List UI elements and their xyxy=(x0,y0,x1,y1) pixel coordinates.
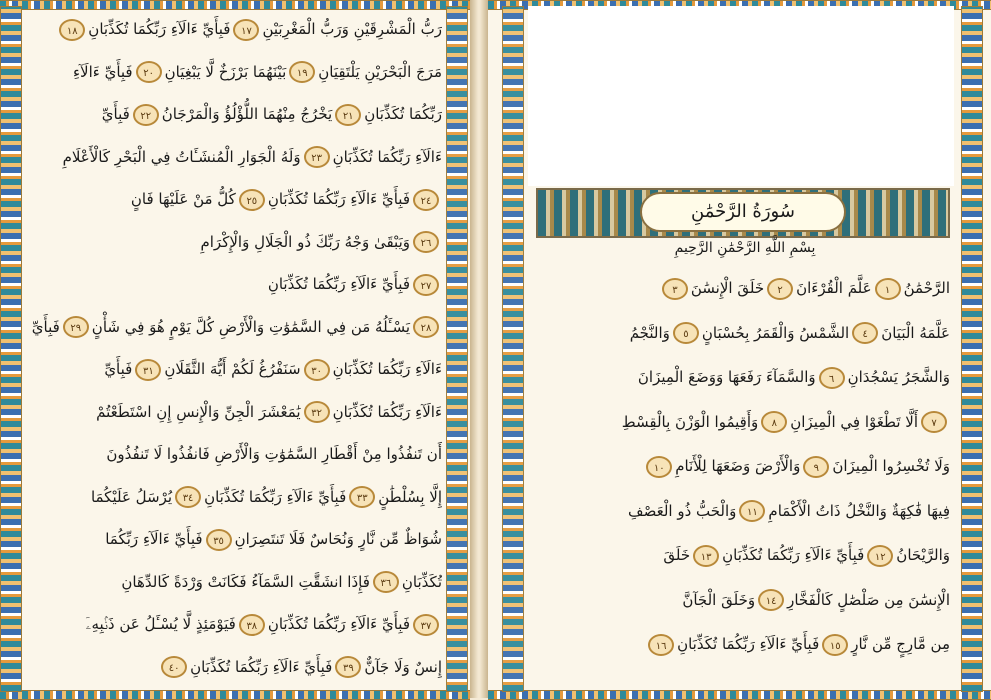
verse-text: رَبِّكُمَا تُكَذِّبَانِ xyxy=(364,105,442,123)
verse-line xyxy=(26,391,442,434)
verse-text: شُوَاظٌ مِّن نَّارٍ وَنُحَاسٌ فَلَا تَنتَصِرَانِ xyxy=(234,530,442,548)
verse-line xyxy=(26,603,442,646)
verse-line xyxy=(536,311,950,356)
verse-text: فَبِأَيِّ ءَالَآءِ رَبِّكُمَا تُكَذِّبَانِ xyxy=(722,546,865,564)
verse-line xyxy=(536,444,950,489)
ayah-marker: ٣٠ xyxy=(304,359,330,381)
verse-text: بَيْنَهُمَا بَرْزَخٌ لَّا يَبْغِيَانِ xyxy=(164,62,287,81)
verse-line xyxy=(26,476,442,519)
ayah-marker: ٢٦ xyxy=(413,231,439,253)
ayah-marker: ٣٩ xyxy=(335,656,361,678)
verse-line xyxy=(536,355,950,400)
verse-text: إِلَّا بِسُلْطَٰنٍ xyxy=(378,487,442,506)
verse-line xyxy=(536,400,950,445)
surah-title: سُورَةُ الرَّحْمَٰنِ xyxy=(640,192,846,232)
verse-text: وَالشَّجَرُ يَسْجُدَانِ xyxy=(847,368,950,386)
verse-text: وَالرَّيْحَانُ xyxy=(896,546,950,564)
ayah-marker: ٥ xyxy=(673,322,699,344)
verse-line xyxy=(26,136,442,179)
verse-text: فَبِأَيِّ ءَالَآءِ رَبِّكُمَا xyxy=(105,530,203,548)
ayah-marker: ٧ xyxy=(921,411,947,433)
ayah-marker: ٢٠ xyxy=(136,61,162,83)
verse-line xyxy=(26,646,442,689)
verse-text: خَلَقَ xyxy=(663,546,691,564)
ayah-marker: ٨ xyxy=(761,411,787,433)
verse-text: يُرْسَلُ عَلَيْكُمَا xyxy=(90,487,173,506)
verse-line xyxy=(26,348,442,391)
verse-text: يَخْرُجُ مِنْهُمَا اللُّؤْلُؤُ وَالْمَرْجَانُ xyxy=(161,105,333,123)
verse-text: فَبِأَيِّ xyxy=(31,317,60,336)
ayah-marker: ٣٧ xyxy=(413,614,439,636)
left-page-inner-border xyxy=(446,6,468,692)
ayah-marker: ٢٥ xyxy=(239,189,265,211)
verse-text: فَبِأَيِّ ءَالَآءِ رَبِّكُمَا تُكَذِّبَانِ xyxy=(267,275,410,293)
left-page-outer-border xyxy=(0,6,22,692)
verse-text: مِن مَّارِجٍ مِّن نَّارٍ xyxy=(851,635,950,653)
verse-text: وَالْحَبُّ ذُو الْعَصْفِ xyxy=(628,501,737,520)
verse-text: فِيهَا فَٰكِهَةٌ وَالنَّخْلُ ذَاتُ الْأَكْمَامِ xyxy=(768,501,950,520)
ayah-marker: ٦ xyxy=(819,367,845,389)
verse-text: الْإِنسَٰنَ مِن صَلْصَٰلٍ كَالْفَخَّارِ xyxy=(787,590,950,609)
ayah-marker: ٢٩ xyxy=(63,316,89,338)
verse-text: أَلَّا تَطْغَوْا فِي الْمِيزَانِ xyxy=(790,412,918,431)
left-page-text xyxy=(26,8,442,688)
verse-text: وَيَبْقَىٰ وَجْهُ رَبِّكَ ذُو الْجَلَالِ وَالْإِكْرَامِ xyxy=(200,232,410,251)
verse-line xyxy=(26,561,442,604)
basmala: بِسْمِ اللَّهِ الرَّحْمَٰنِ الرَّحِيمِ xyxy=(674,240,816,256)
verse-text: رَبُّ الْمَشْرِقَيْنِ وَرَبُّ الْمَغْرِبَيْنِ xyxy=(262,20,442,38)
verse-line xyxy=(536,533,950,578)
left-page-bottom-border xyxy=(0,690,470,700)
ayah-marker: ١٢ xyxy=(867,545,893,567)
ayah-marker: ٢٨ xyxy=(413,316,439,338)
ayah-marker: ١٩ xyxy=(289,61,315,83)
right-page-text xyxy=(536,266,950,667)
ayah-marker: ٣٥ xyxy=(206,529,232,551)
ayah-marker: ٣٢ xyxy=(304,401,330,423)
ayah-marker: ٢١ xyxy=(335,104,361,126)
verse-line xyxy=(536,622,950,667)
verse-text: فَبِأَيِّ xyxy=(101,105,130,123)
verse-text: وَخَلَقَ الْجَآنَّ xyxy=(682,590,756,609)
verse-text: يَٰمَعْشَرَ الْجِنِّ وَالْإِنسِ إِنِ اسْتَطَعْتُمْ xyxy=(96,402,301,421)
verse-text: الرَّحْمَٰنُ xyxy=(903,279,950,297)
verse-text: فَبِأَيِّ ءَالَآءِ رَبِّكُمَا تُكَذِّبَانِ xyxy=(204,487,347,506)
verse-line xyxy=(26,93,442,136)
right-page-bottom-border xyxy=(488,690,991,700)
verse-text: وَالنَّجْمُ xyxy=(629,323,670,342)
right-page-outer-border xyxy=(961,6,983,692)
verse-text: يَسْـَٔلُهُ مَن فِي السَّمَٰوَٰتِ وَالْأَرْضِ كُلَّ يَوْمٍ هُوَ فِي شَأْنٍ xyxy=(91,317,410,336)
ayah-marker: ٣ xyxy=(662,278,688,300)
ayah-marker: ٢٣ xyxy=(304,146,330,168)
verse-text: فَإِذَا انشَقَّتِ السَّمَآءُ فَكَانَتْ وَرْدَةً كَالدِّهَانِ xyxy=(121,572,370,591)
ayah-marker: ٣١ xyxy=(135,359,161,381)
ayah-marker: ١٣ xyxy=(693,545,719,567)
verse-text: أَن تَنفُذُوا مِنْ أَقْطَارِ السَّمَٰوَٰتِ وَالْأَرْضِ فَانفُذُوا لَا تَنفُذُونَ xyxy=(106,445,442,463)
verse-line xyxy=(26,518,442,561)
ayah-marker: ٢٤ xyxy=(413,189,439,211)
blank-page-area xyxy=(528,6,954,186)
verse-line xyxy=(26,8,442,51)
verse-text: تُكَذِّبَانِ xyxy=(401,572,442,591)
ayah-marker: ٢٧ xyxy=(413,274,439,296)
ayah-marker: ٤ xyxy=(852,322,878,344)
verse-line xyxy=(536,489,950,534)
verse-line xyxy=(26,263,442,306)
ayah-marker: ٣٤ xyxy=(175,486,201,508)
verse-text: ءَالَآءِ رَبِّكُمَا تُكَذِّبَانِ xyxy=(332,360,442,378)
verse-text: فَبِأَيِّ ءَالَآءِ xyxy=(73,62,133,81)
ayah-marker: ١٧ xyxy=(233,19,259,41)
verse-text: وَأَقِيمُوا الْوَزْنَ بِالْقِسْطِ xyxy=(621,412,759,431)
verse-text: وَالْأَرْضَ وَضَعَهَا لِلْأَنَامِ xyxy=(675,457,801,475)
verse-text: فَبِأَيِّ ءَالَآءِ رَبِّكُمَا تُكَذِّبَانِ xyxy=(267,615,410,633)
right-page-inner-border xyxy=(502,6,524,692)
verse-text: فَبِأَيِّ ءَالَآءِ رَبِّكُمَا تُكَذِّبَانِ xyxy=(677,635,820,653)
verse-line xyxy=(26,51,442,94)
ayah-marker: ٣٣ xyxy=(349,486,375,508)
ayah-marker: ٣٨ xyxy=(239,614,265,636)
verse-text: فَبِأَيِّ ءَالَآءِ رَبِّكُمَا تُكَذِّبَانِ xyxy=(88,20,231,38)
verse-text: خَلَقَ الْإِنسَٰنَ xyxy=(690,279,765,297)
verse-line xyxy=(26,221,442,264)
verse-text: مَرَجَ الْبَحْرَيْنِ يَلْتَقِيَانِ xyxy=(318,62,442,81)
ayah-marker: ١٤ xyxy=(758,589,784,611)
verse-line xyxy=(536,266,950,311)
verse-line xyxy=(536,578,950,623)
verse-text: وَالسَّمَآءَ رَفَعَهَا وَوَضَعَ الْمِيزَانَ xyxy=(637,368,816,386)
verse-text: سَنَفْرُغُ لَكُمْ أَيُّهَ الثَّقَلَانِ xyxy=(164,360,301,378)
ayah-marker: ٩ xyxy=(803,456,829,478)
ayah-marker: ١٦ xyxy=(648,634,674,656)
verse-text: فَبِأَيِّ ءَالَآءِ رَبِّكُمَا تُكَذِّبَانِ xyxy=(190,657,333,676)
ayah-marker: ١ xyxy=(875,278,901,300)
ayah-marker: ١٠ xyxy=(646,456,672,478)
ayah-marker: ٢ xyxy=(767,278,793,300)
ayah-marker: ٢٢ xyxy=(133,104,159,126)
book-gutter xyxy=(470,0,488,698)
verse-text: عَلَّمَ الْقُرْءَانَ xyxy=(796,279,872,297)
verse-text: فَيَوْمَئِذٍ لَّا يُسْـَٔلُ عَن ذَنۢبِهِۦٓ xyxy=(85,615,236,633)
verse-text: ءَالَآءِ رَبِّكُمَا تُكَذِّبَانِ xyxy=(332,147,442,166)
verse-line xyxy=(26,306,442,349)
verse-line xyxy=(26,178,442,221)
verse-text: ءَالَآءِ رَبِّكُمَا تُكَذِّبَانِ xyxy=(332,402,442,421)
verse-text: وَلَهُ الْجَوَارِ الْمُنشَـَٔاتُ فِي الْبَحْرِ كَالْأَعْلَامِ xyxy=(62,147,301,166)
verse-text: عَلَّمَهُ الْبَيَانَ xyxy=(881,323,950,342)
verse-text: كُلُّ مَنْ عَلَيْهَا فَانٍ xyxy=(130,190,236,208)
verse-line xyxy=(26,433,442,476)
ayah-marker: ١١ xyxy=(739,500,765,522)
verse-text: إِنسٌ وَلَا جَآنٌّ xyxy=(364,657,442,676)
verse-text: فَبِأَيِّ ءَالَآءِ رَبِّكُمَا تُكَذِّبَانِ xyxy=(267,190,410,208)
verse-text: الشَّمْسُ وَالْقَمَرُ بِحُسْبَانٍ xyxy=(701,323,850,342)
ayah-marker: ١٨ xyxy=(59,19,85,41)
left-page xyxy=(0,0,470,698)
ayah-marker: ٣٦ xyxy=(373,571,399,593)
verse-text: وَلَا تُخْسِرُوا الْمِيزَانَ xyxy=(832,457,950,475)
ayah-marker: ٤٠ xyxy=(161,656,187,678)
verse-text: فَبِأَيِّ xyxy=(104,360,133,378)
ayah-marker: ١٥ xyxy=(822,634,848,656)
